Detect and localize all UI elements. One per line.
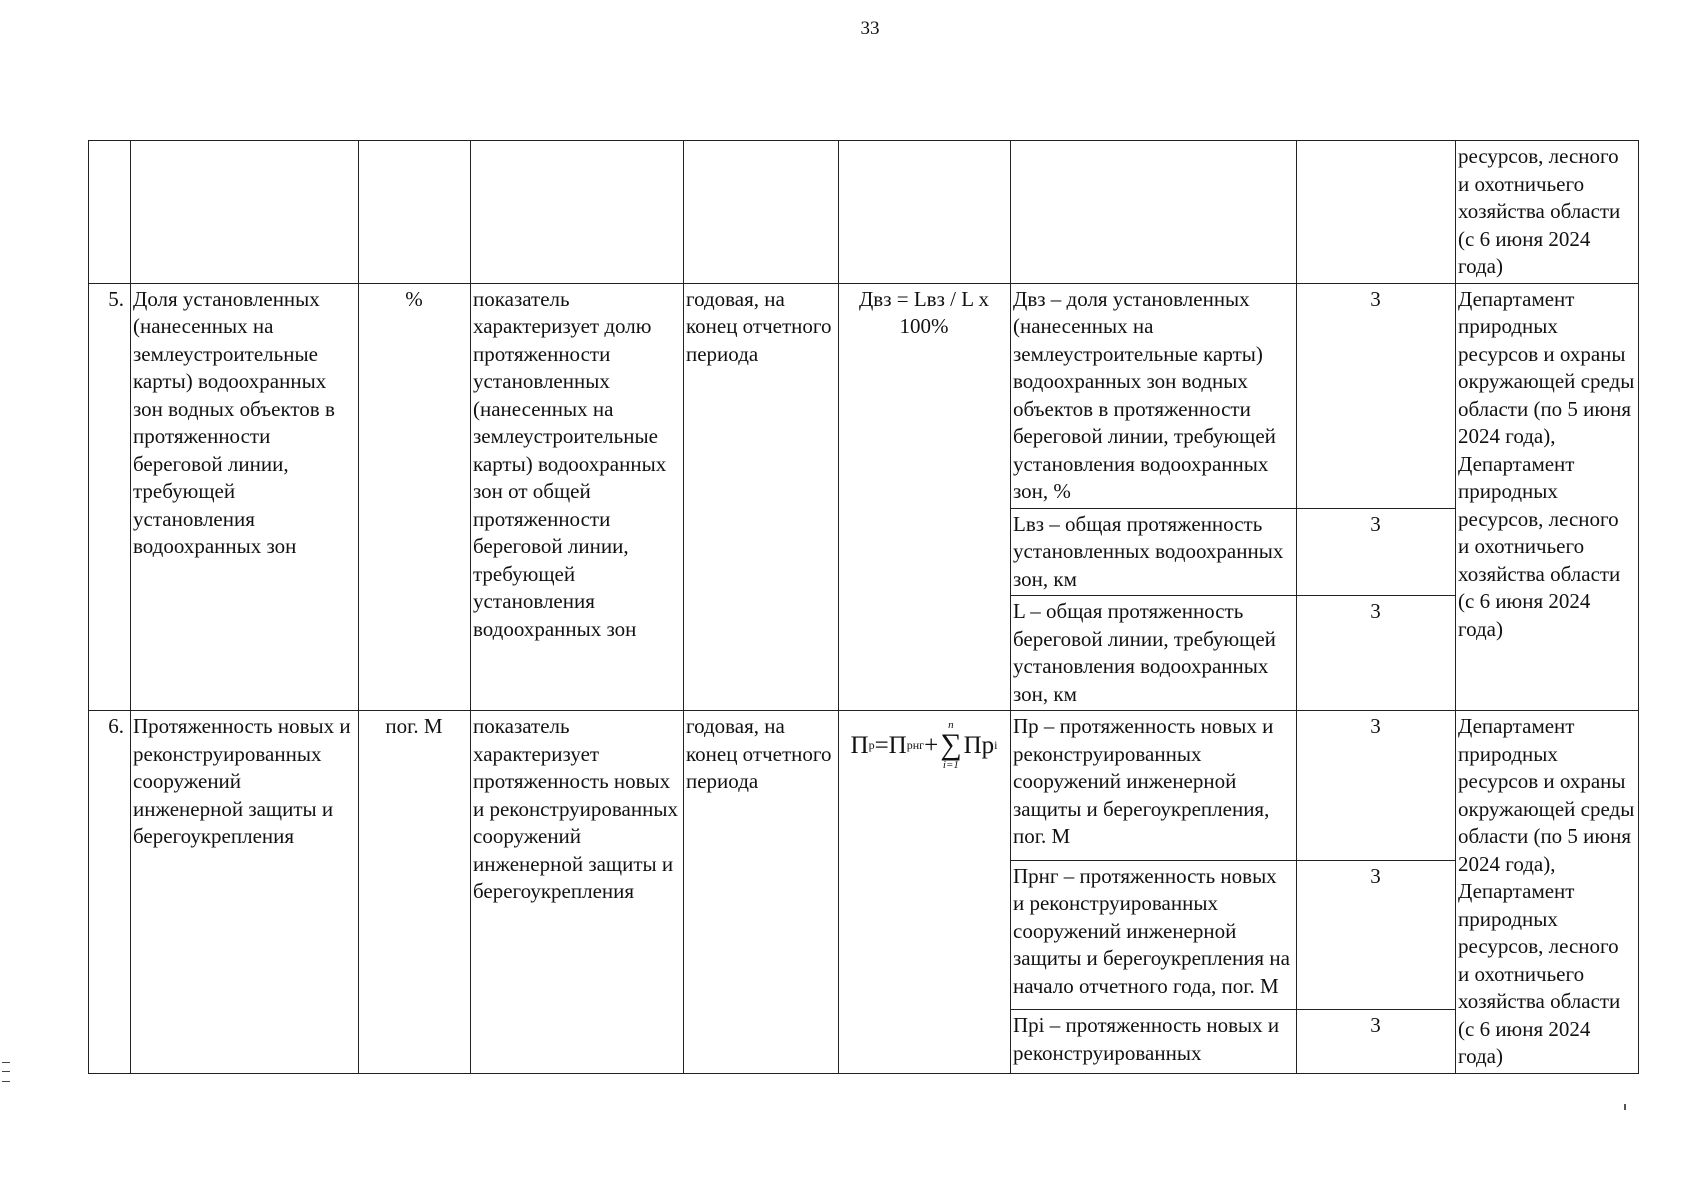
variable-description: Пpнг – протяженность новых и реконструированных сооружений инженерной защиты и берегоукрепления на начало отчетного года, пог. М bbox=[1011, 860, 1297, 1010]
unit: % bbox=[359, 283, 471, 711]
formula-sum-term: Пр bbox=[963, 731, 995, 759]
variable-description: Lвз – общая протяженность установленных водоохранных зон, км bbox=[1011, 508, 1297, 596]
page-number: 33 bbox=[860, 18, 880, 39]
variable-description: Прi – протяженность новых и реконструированных bbox=[1011, 1010, 1297, 1073]
scan-artifact-mark bbox=[1624, 1104, 1626, 1110]
continuation-row bbox=[89, 141, 1639, 284]
cell-empty bbox=[839, 141, 1011, 284]
formula-term-sub: рнг bbox=[906, 738, 925, 752]
responsible-continuation: ресурсов, лесного и охотничьего хозяйства области (с 6 июня 2024 года) bbox=[1456, 141, 1639, 284]
indicators-table bbox=[88, 140, 1639, 1074]
formula-eq: =П bbox=[874, 731, 907, 759]
indicator-name: Доля установленных (нанесенных на землеустроительные карты) водоохранных зон водных объектов в протяженности береговой линии, требующей установления водоохранных зон bbox=[131, 283, 359, 711]
indicator-description: показатель характеризует протяженность новых и реконструированных сооружений инженерной защиты и берегоукрепления bbox=[471, 711, 684, 1074]
cell-empty bbox=[131, 141, 359, 284]
periodicity: годовая, на конец отчетного периода bbox=[684, 283, 839, 711]
formula-lhs-sub: р bbox=[868, 738, 875, 752]
variable-code: 3 bbox=[1297, 596, 1456, 711]
responsible-department: Департамент природных ресурсов и охраны окружающей среды области (по 5 июня 2024 года), Департамент природных ресурсов, лесного и охотничьего хозяйства области (с 6 июня 2024 года) bbox=[1456, 711, 1639, 1074]
variable-description: Двз – доля установленных (нанесенных на землеустроительные карты) водоохранных зон водных объектов в протяженности береговой линии, требующей установления водоохранных зон, % bbox=[1011, 283, 1297, 508]
cell-empty bbox=[89, 141, 131, 284]
unit: пог. М bbox=[359, 711, 471, 1074]
responsible-department: Департамент природных ресурсов и охраны окружающей среды области (по 5 июня 2024 года), Департамент природных ресурсов, лесного и охотничьего хозяйства области (с 6 июня 2024 года) bbox=[1456, 283, 1639, 711]
cell-empty bbox=[359, 141, 471, 284]
sigma-symbol bbox=[940, 719, 961, 771]
variable-description: L – общая протяженность береговой линии, требующей установления водоохранных зон, км bbox=[1011, 596, 1297, 711]
indicator-name: Протяженность новых и реконструированных сооружений инженерной защиты и берегоукрепления bbox=[131, 711, 359, 1074]
variable-description: Пр – протяженность новых и реконструированных сооружений инженерной защиты и берегоукрепления, пог. М bbox=[1011, 711, 1297, 861]
cell-empty bbox=[1297, 141, 1456, 284]
indicator-description: показатель характеризует долю протяженности установленных (нанесенных на землеустроительные карты) водоохранных зон от общей протяженности береговой линии, требующей установления водоохранных зон bbox=[471, 283, 684, 711]
variable-code: 3 bbox=[1297, 1010, 1456, 1073]
sum-sign: ∑ bbox=[940, 728, 962, 761]
variable-code: 3 bbox=[1297, 508, 1456, 596]
formula: Двз = Lвз / L х 100% bbox=[839, 283, 1011, 711]
table-row bbox=[89, 711, 1639, 861]
sum-formula bbox=[851, 719, 998, 771]
formula-plus: + bbox=[924, 731, 939, 759]
row-number: 6. bbox=[89, 711, 131, 1074]
variable-code: 3 bbox=[1297, 283, 1456, 508]
variable-code: 3 bbox=[1297, 711, 1456, 861]
variable-code: 3 bbox=[1297, 860, 1456, 1010]
cell-empty bbox=[684, 141, 839, 284]
formula bbox=[839, 711, 1011, 1074]
row-number: 5. bbox=[89, 283, 131, 711]
formula-sum-sub: i bbox=[994, 738, 998, 752]
sum-upper-limit: n bbox=[948, 719, 954, 731]
periodicity: годовая, на конец отчетного периода bbox=[684, 711, 839, 1074]
table-row bbox=[89, 283, 1639, 508]
sum-lower-limit: i=1 bbox=[942, 759, 959, 771]
formula-lhs: П bbox=[850, 731, 869, 759]
scan-margin-mark bbox=[2, 1062, 10, 1082]
cell-empty bbox=[1011, 141, 1297, 284]
cell-empty bbox=[471, 141, 684, 284]
